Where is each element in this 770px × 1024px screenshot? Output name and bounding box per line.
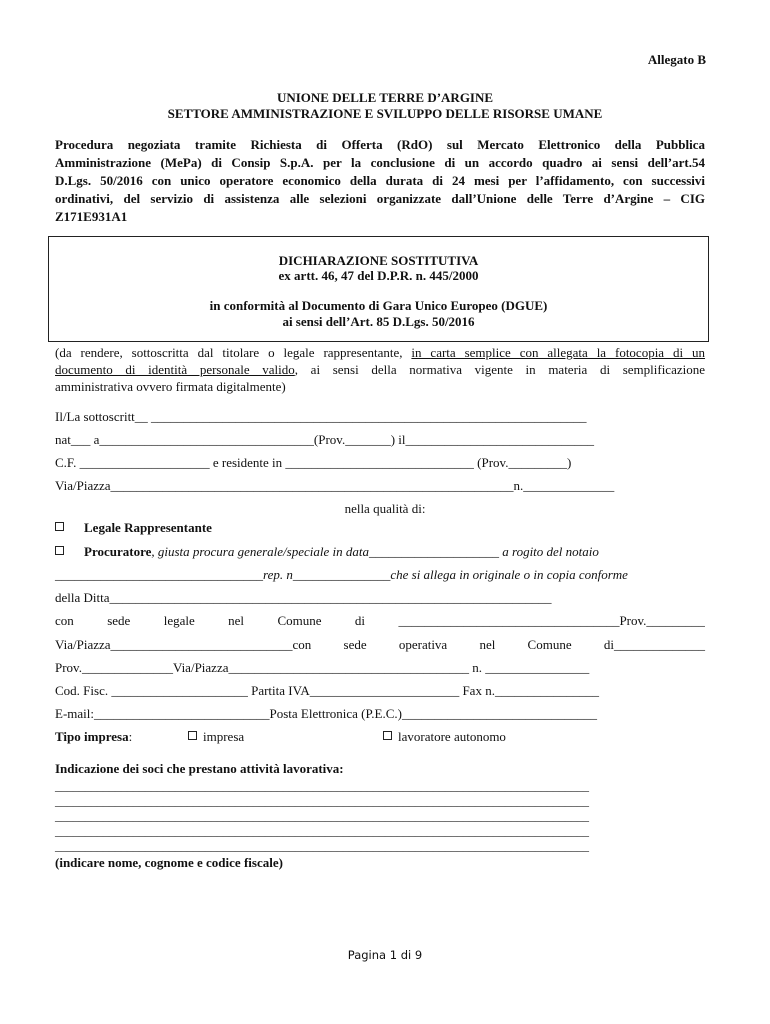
word: di xyxy=(354,613,366,628)
option-procuratore[interactable] xyxy=(55,544,599,560)
instructions-text: , ai sensi della normativa vigente in materia di semplificazione xyxy=(294,362,706,377)
soci-line[interactable]: _________________________________________________________________________________________ xyxy=(55,839,589,853)
option-legale-rappresentante[interactable] xyxy=(55,520,212,536)
box-dgue-line1: in conformità al Documento di Gara Unico Europeo (DGUE) xyxy=(209,298,548,313)
checkbox-icon[interactable] xyxy=(55,546,64,555)
word: legale xyxy=(163,613,195,628)
procedura-line: ordinativi, del servizio di assistenza alle selezioni organizzate dall’Unione delle Terre d’Argine – CIG xyxy=(55,191,705,206)
instructions-text: (da rendere, sottoscritta dal titolare o legale rappresentante, xyxy=(55,345,412,360)
org-name: UNIONE DELLE TERRE D’ARGINE xyxy=(276,90,494,105)
checkbox-icon[interactable] xyxy=(55,522,64,531)
checkbox-icon[interactable] xyxy=(188,731,197,740)
field-codice-fiscale-residenza[interactable]: C.F. ____________________ e residente in _____________________________ (Prov._________) xyxy=(55,455,572,470)
word: con xyxy=(55,613,74,628)
soci-line[interactable]: _________________________________________________________________________________________ xyxy=(55,794,589,808)
instructions-line xyxy=(55,345,705,361)
box-title: DICHIARAZIONE SOSTITUTIVA xyxy=(278,253,479,268)
soci-line[interactable]: _________________________________________________________________________________________ xyxy=(55,779,589,793)
field-sede-legale[interactable] xyxy=(55,613,705,629)
tipo-impresa-label: Tipo impresa xyxy=(55,729,129,744)
word: operativa xyxy=(398,637,448,652)
word: nel xyxy=(228,613,245,628)
procedura-line: Amministrazione (MePa) di Consip S.p.A. per la conclusione di un accordo quadro ai sensi dell’art.54 xyxy=(55,155,705,170)
instructions-line: amministrativa ovvero firmata digitalmente) xyxy=(55,379,286,394)
field-prov-via[interactable]: Prov.______________Via/Piazza_____________________________________ n. ________________ xyxy=(55,660,590,675)
soci-note: (indicare nome, cognome e codice fiscale) xyxy=(55,855,283,870)
field-rep[interactable]: ________________________________rep. n_______________che si allega in originale o in copia conforme xyxy=(55,567,628,582)
checkbox-icon[interactable] xyxy=(383,731,392,740)
word: nel xyxy=(479,637,496,652)
tipo-impresa-colon: : xyxy=(128,729,133,744)
word: Via/Piazza____________________________con xyxy=(55,637,312,652)
soci-line[interactable]: _________________________________________________________________________________________ xyxy=(55,824,589,838)
box-subtitle: ex artt. 46, 47 del D.P.R. n. 445/2000 xyxy=(278,268,479,283)
soci-title: Indicazione dei soci che prestano attività lavorativa: xyxy=(55,761,344,776)
soci-line[interactable]: _________________________________________________________________________________________ xyxy=(55,809,589,823)
field-nato[interactable]: nat___ a_________________________________(Prov._______) il_____________________________ xyxy=(55,432,594,447)
field-email-pec[interactable]: E-mail:___________________________Posta Elettronica (P.E.C.)______________________________ xyxy=(55,706,597,721)
instructions-underlined: documento di identità personale valido xyxy=(55,362,295,377)
option-impresa[interactable] xyxy=(188,729,244,745)
instructions-underlined: in carta semplice con allegata la fotocopia di un xyxy=(411,345,706,360)
procedura-line: Procedura negoziata tramite Richiesta di Offerta (RdO) sul Mercato Elettronico della Pubblica xyxy=(55,137,705,152)
word: Comune xyxy=(527,637,572,652)
org-department: SETTORE AMMINISTRAZIONE E SVILUPPO DELLE RISORSE UMANE xyxy=(167,106,603,121)
word: Comune xyxy=(277,613,322,628)
procedura-line: D.Lgs. 50/2016 con unico operatore economico della durata di 24 mesi per l’affidamento, con successivi xyxy=(55,173,705,188)
procedura-line: Z171E931A1 xyxy=(55,209,128,224)
word: di______________ xyxy=(603,637,705,652)
option-label: impresa xyxy=(203,729,245,744)
box-dgue-line2: ai sensi dell’Art. 85 D.Lgs. 50/2016 xyxy=(282,314,475,329)
qualita-label: nella qualità di: xyxy=(344,501,426,516)
option-lavoratore-autonomo[interactable] xyxy=(383,729,506,745)
option-label: Procuratore xyxy=(84,544,152,559)
procura-text: , giusta procura generale/speciale in data____________________ a rogito del notaio xyxy=(151,544,599,559)
instructions-line xyxy=(55,362,705,378)
allegato-label: Allegato B xyxy=(647,52,706,67)
field-ditta[interactable]: della Ditta____________________________________________________________________ xyxy=(55,590,552,605)
field-sottoscritto[interactable]: Il/La sottoscritt__ ___________________________________________________________________ xyxy=(55,409,587,424)
field-sede-operativa[interactable] xyxy=(55,637,705,653)
word: sede xyxy=(343,637,367,652)
word: sede xyxy=(107,613,131,628)
field-via-piazza[interactable]: Via/Piazza______________________________________________________________n.______________ xyxy=(55,478,615,493)
page-number: Pagina 1 di 9 xyxy=(347,948,423,962)
option-label: Legale Rappresentante xyxy=(84,520,212,535)
word: __________________________________Prov._________ xyxy=(398,613,705,628)
field-codfisc-piva-fax[interactable]: Cod. Fisc. _____________________ Partita IVA_______________________ Fax n.________________ xyxy=(55,683,599,698)
tipo-impresa-row xyxy=(55,729,132,745)
option-label: lavoratore autonomo xyxy=(398,729,506,744)
